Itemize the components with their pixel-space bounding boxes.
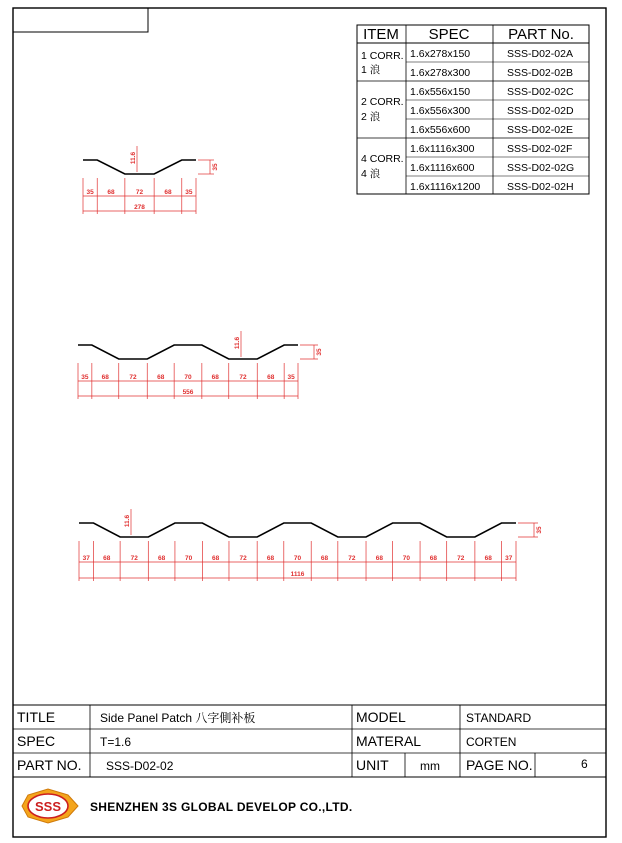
- segment-dimension: 35: [86, 189, 94, 196]
- segment-dimension: 70: [402, 555, 410, 562]
- segment-dimension: 68: [211, 374, 219, 381]
- segment-dimension: 68: [101, 374, 109, 381]
- segment-dimension: 35: [287, 374, 295, 381]
- spec-cell: 1.6x556x150: [410, 86, 471, 98]
- spec-label: SPEC: [17, 733, 56, 749]
- segment-dimension: 72: [130, 555, 138, 562]
- company-name: SHENZHEN 3S GLOBAL DEVELOP CO.,LTD.: [90, 800, 353, 814]
- height-dimension: 35: [536, 526, 543, 534]
- spec-table: [357, 25, 589, 194]
- segment-dimension: 72: [135, 189, 144, 196]
- part-cell: SSS-D02-02C: [507, 86, 574, 98]
- title-label: TITLE: [17, 709, 56, 725]
- segment-dimension: 70: [293, 555, 302, 562]
- part-cell: SSS-D02-02F: [507, 143, 573, 155]
- item-label: 1 CORR.: [361, 50, 404, 62]
- thickness-dimension: 11.6: [130, 151, 137, 165]
- item-label: 4 浪: [361, 168, 381, 180]
- total-dimension: 1116: [290, 571, 305, 578]
- profile-4-corr: [79, 509, 543, 581]
- spec-header-spec: SPEC: [428, 26, 470, 43]
- model-value: STANDARD: [466, 711, 532, 725]
- title-value: Side Panel Patch 八字側补板: [100, 711, 256, 725]
- item-label: 4 CORR.: [361, 153, 404, 165]
- segment-dimension: 72: [457, 555, 465, 562]
- segment-dimension: 37: [82, 555, 90, 562]
- spec-value: T=1.6: [100, 735, 132, 749]
- segment-dimension: 68: [375, 555, 383, 562]
- model-label: MODEL: [356, 709, 406, 725]
- segment-dimension: 72: [239, 374, 247, 381]
- segment-dimension: 68: [158, 555, 166, 562]
- segment-dimension: 68: [103, 555, 111, 562]
- spec-cell: 1.6x556x600: [410, 124, 471, 136]
- part-cell: SSS-D02-02H: [507, 181, 574, 193]
- profile-outline: [78, 345, 298, 359]
- segment-dimension: 68: [164, 189, 172, 196]
- segment-dimension: 68: [429, 555, 437, 562]
- segment-dimension: 68: [484, 555, 492, 562]
- part-no-value: SSS-D02-02: [106, 759, 174, 773]
- part-cell: SSS-D02-02B: [507, 67, 573, 79]
- spec-cell: 1.6x556x300: [410, 105, 471, 117]
- item-label: 1 浪: [361, 64, 381, 76]
- segment-dimension: 72: [239, 555, 247, 562]
- profile-outline: [79, 523, 516, 537]
- part-cell: SSS-D02-02A: [507, 48, 573, 60]
- segment-dimension: 68: [107, 189, 115, 196]
- item-label: 2 CORR.: [361, 96, 404, 108]
- item-label: 2 浪: [361, 111, 381, 123]
- height-dimension: 35: [316, 348, 323, 356]
- company-logo: [22, 789, 78, 823]
- unit-label: UNIT: [356, 757, 389, 773]
- segment-dimension: 72: [348, 555, 356, 562]
- profile-1-corr: [83, 146, 219, 214]
- total-dimension: 278: [134, 204, 145, 211]
- height-dimension: 35: [212, 163, 219, 171]
- segment-dimension: 68: [212, 555, 220, 562]
- part-cell: SSS-D02-02D: [507, 105, 574, 117]
- spec-header-item: ITEM: [363, 26, 399, 43]
- segment-dimension: 70: [184, 374, 192, 381]
- logo-text: SSS: [34, 799, 62, 814]
- spec-cell: 1.6x1116x600: [410, 162, 475, 174]
- material-label: MATERAL: [356, 733, 422, 749]
- segment-dimension: 37: [505, 555, 513, 562]
- part-no-label: PART NO.: [17, 757, 82, 773]
- spec-cell: 1.6x1116x300: [410, 143, 475, 155]
- spec-header-part: PART No.: [508, 26, 574, 43]
- segment-dimension: 35: [185, 189, 193, 196]
- segment-dimension: 68: [267, 374, 275, 381]
- segment-dimension: 68: [157, 374, 165, 381]
- segment-dimension: 70: [185, 555, 193, 562]
- part-cell: SSS-D02-02E: [507, 124, 573, 136]
- profile-outline: [83, 160, 196, 174]
- page-no-value: 6: [581, 757, 588, 771]
- thickness-dimension: 11.6: [124, 514, 131, 528]
- page-no-label: PAGE NO.: [466, 757, 533, 773]
- segment-dimension: 72: [129, 374, 137, 381]
- thickness-dimension: 11.6: [234, 336, 241, 350]
- part-cell: SSS-D02-02G: [507, 162, 575, 174]
- unit-value: mm: [420, 759, 440, 773]
- segment-dimension: 68: [266, 555, 275, 562]
- material-value: CORTEN: [466, 735, 517, 749]
- spec-cell: 1.6x1116x1200: [410, 181, 481, 193]
- profile-2-corr: [78, 331, 323, 399]
- segment-dimension: 35: [81, 374, 89, 381]
- total-dimension: 556: [182, 389, 194, 396]
- spec-cell: 1.6x278x150: [410, 48, 471, 60]
- corner-box: [13, 8, 148, 32]
- spec-cell: 1.6x278x300: [410, 67, 471, 79]
- title-block: [13, 705, 606, 777]
- segment-dimension: 68: [320, 555, 329, 562]
